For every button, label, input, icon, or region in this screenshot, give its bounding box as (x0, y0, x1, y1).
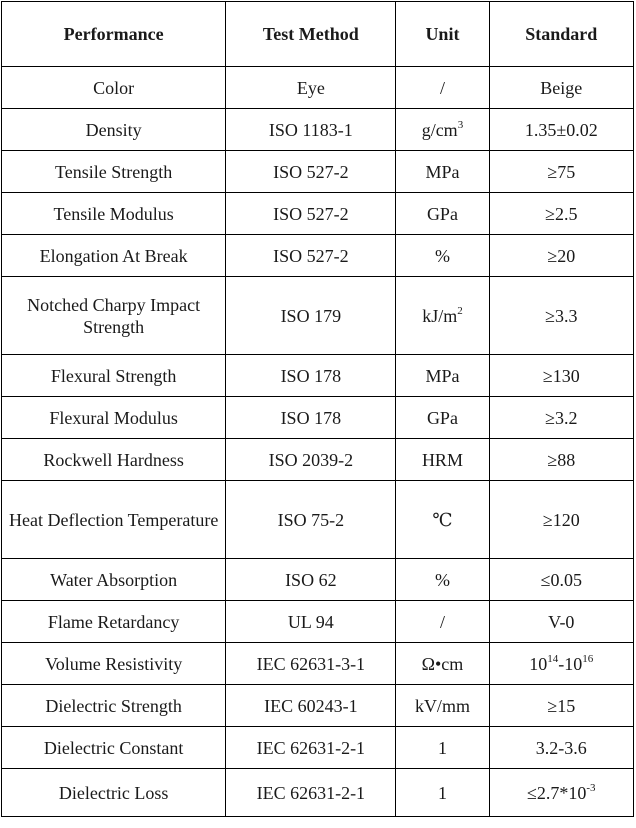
standard-cell (489, 643, 633, 685)
performance-cell: Dielectric Loss (2, 769, 226, 817)
standard-cell: 3.2-3.6 (489, 727, 633, 769)
table-row (2, 277, 634, 355)
standard-cell: Beige (489, 67, 633, 109)
table-row (2, 193, 634, 235)
standard-superscript: 16 (582, 652, 594, 665)
standard-text: 10 (529, 653, 548, 674)
performance-cell: Density (2, 109, 226, 151)
performance-cell: Tensile Modulus (2, 193, 226, 235)
unit-cell: Ω•cm (396, 643, 489, 685)
standard-cell (489, 769, 633, 817)
method-cell: ISO 179 (226, 277, 396, 355)
table-row (2, 559, 634, 601)
performance-cell: Volume Resistivity (2, 643, 226, 685)
performance-cell: Flame Retardancy (2, 601, 226, 643)
method-cell: ISO 527-2 (226, 151, 396, 193)
table-row (2, 235, 634, 277)
table-row (2, 397, 634, 439)
performance-cell: Color (2, 67, 226, 109)
standard-cell: ≥3.2 (489, 397, 633, 439)
unit-text: kJ/m (422, 305, 458, 326)
standard-cell: ≥120 (489, 481, 633, 559)
method-cell: ISO 527-2 (226, 193, 396, 235)
method-cell: IEC 62631-2-1 (226, 769, 396, 817)
performance-cell: Heat Deflection Temperature (2, 481, 226, 559)
performance-cell: Water Absorption (2, 559, 226, 601)
standard-superscript: 14 (547, 652, 559, 665)
table-row (2, 67, 634, 109)
standard-cell: V-0 (489, 601, 633, 643)
unit-cell (396, 109, 489, 151)
method-cell: IEC 60243-1 (226, 685, 396, 727)
method-cell: UL 94 (226, 601, 396, 643)
performance-cell: Notched Charpy Impact Strength (2, 277, 226, 355)
table-row (2, 685, 634, 727)
unit-cell: 1 (396, 727, 489, 769)
standard-cell: ≤0.05 (489, 559, 633, 601)
unit-superscript: 3 (457, 118, 464, 131)
standard-cell: ≥3.3 (489, 277, 633, 355)
performance-cell: Dielectric Strength (2, 685, 226, 727)
performance-cell: Flexural Modulus (2, 397, 226, 439)
standard-cell: 1.35±0.02 (489, 109, 633, 151)
table-row (2, 109, 634, 151)
unit-text: g/cm (421, 119, 458, 140)
table-row (2, 601, 634, 643)
unit-cell: % (396, 559, 489, 601)
unit-cell: GPa (396, 193, 489, 235)
table-row (2, 355, 634, 397)
standard-cell: ≥2.5 (489, 193, 633, 235)
unit-cell: / (396, 67, 489, 109)
standard-superscript: -3 (586, 781, 596, 794)
unit-cell: 1 (396, 769, 489, 817)
standard-text: -10 (558, 653, 583, 674)
unit-cell: HRM (396, 439, 489, 481)
standard-cell: ≥75 (489, 151, 633, 193)
table-row (2, 439, 634, 481)
unit-cell: MPa (396, 151, 489, 193)
unit-cell (396, 277, 489, 355)
header-performance: Performance (2, 2, 226, 67)
unit-cell: GPa (396, 397, 489, 439)
standard-cell: ≥130 (489, 355, 633, 397)
method-cell: ISO 178 (226, 397, 396, 439)
table-row (2, 151, 634, 193)
standard-cell: ≥88 (489, 439, 633, 481)
standard-text: ≤2.7*10 (526, 782, 587, 803)
header-row (2, 2, 634, 67)
standard-cell: ≥20 (489, 235, 633, 277)
table-row (2, 643, 634, 685)
unit-superscript: 2 (457, 304, 463, 317)
header-test-method: Test Method (226, 2, 396, 67)
performance-cell: Elongation At Break (2, 235, 226, 277)
table-row (2, 769, 634, 817)
method-cell: ISO 1183-1 (226, 109, 396, 151)
header-standard: Standard (489, 2, 633, 67)
unit-cell: % (396, 235, 489, 277)
properties-table (1, 1, 634, 817)
method-cell: ISO 2039-2 (226, 439, 396, 481)
unit-cell: ℃ (396, 481, 489, 559)
method-cell: ISO 178 (226, 355, 396, 397)
performance-cell: Rockwell Hardness (2, 439, 226, 481)
table-row (2, 727, 634, 769)
method-cell: ISO 75-2 (226, 481, 396, 559)
table-row (2, 481, 634, 559)
method-cell: ISO 527-2 (226, 235, 396, 277)
performance-cell: Dielectric Constant (2, 727, 226, 769)
method-cell: Eye (226, 67, 396, 109)
method-cell: ISO 62 (226, 559, 396, 601)
method-cell: IEC 62631-2-1 (226, 727, 396, 769)
unit-cell: MPa (396, 355, 489, 397)
performance-cell: Tensile Strength (2, 151, 226, 193)
performance-cell: Flexural Strength (2, 355, 226, 397)
method-cell: IEC 62631-3-1 (226, 643, 396, 685)
unit-cell: kV/mm (396, 685, 489, 727)
unit-cell: / (396, 601, 489, 643)
standard-cell: ≥15 (489, 685, 633, 727)
header-unit: Unit (396, 2, 489, 67)
